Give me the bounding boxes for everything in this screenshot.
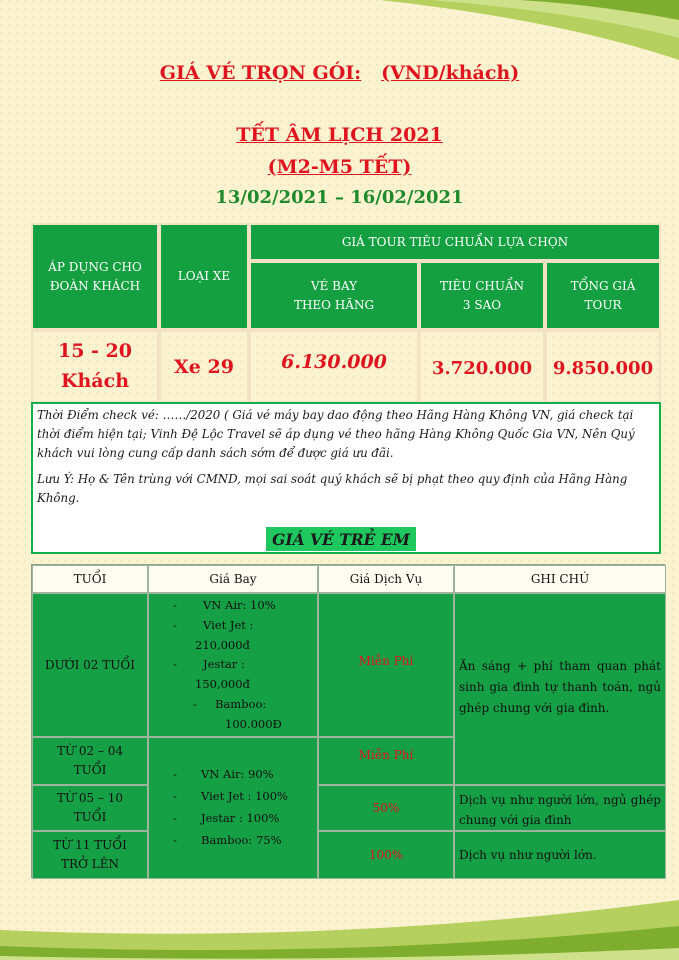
header-total-line1: TỔNG GIÁ [570,278,636,293]
header-airfare [249,261,419,330]
age-5-to-10-note: Dịch vụ như người lớn, ngủ ghép chung với gia đình [454,785,666,831]
title-suffix: (VND/khách) [381,62,520,84]
row-vehicle-value: Xe 29 [174,355,234,378]
header-airfare-line2: THEO HÃNG [293,297,375,312]
under-2-note: Ăn sáng + phí tham quan phát sinh gia đình tự thanh toán, ngủ ghép chung với gia đình. [454,593,666,785]
header-standard-price [249,223,661,261]
age-11-plus-service-value: 100% [368,848,404,862]
row-airfare-value: 6.130.000 [281,350,387,373]
top-leaf-decoration [0,0,679,70]
fare-vnair: VN Air: 10% [203,598,276,612]
age-under-2 [32,593,148,737]
fare-bullet: - [193,696,197,711]
row-hotel-value: 3.720.000 [431,358,533,379]
package-price-title [0,62,679,84]
header-airfare-line1: VÉ BAY [310,278,358,293]
header-total-line2: TOUR [584,297,622,312]
header-group-label: ÁP DỤNG CHO ĐOÀN KHÁCH [48,259,142,293]
age-11-plus-note-text: Dịch vụ như người lớn. [459,848,597,862]
older-fare-vietjet: Viet Jet : 100% [201,788,288,803]
age-5-to-10-service-value: 50% [372,801,400,815]
age-11-plus-note [454,831,666,879]
fare-bullet: - [173,617,177,632]
header-vehicle [159,223,249,330]
date-range: 13/02/2021 – 16/02/2021 [215,187,464,208]
event-subtitle: (M2-M5 TẾT) [267,156,412,178]
header-total [545,261,661,330]
header-hotel [419,261,545,330]
age-2-to-4-service [318,737,454,785]
row-hotel [419,330,545,403]
age-5-to-10 [32,785,148,831]
older-fares: - VN Air: 90% - Viet Jet : 100% - Jestar : 100% - Bamboo: 75% [148,737,318,879]
header-vehicle-label: LOẠI XE [177,269,231,284]
fare-bullet: - [173,657,177,672]
age-11-plus [32,831,148,879]
age-2-to-4 [32,737,148,785]
row-group-line2: Khách [60,369,130,392]
age-2-to-4-line2: TUỔI [73,763,107,777]
children-price-table [31,564,665,878]
row-group [31,330,159,403]
bottom-leaf-decoration [0,890,679,960]
row-group-line1: 15 - 20 [58,340,132,363]
age-under-2-label: DƯỚI 02 TUỔI [45,658,135,672]
under-2-service [318,593,454,737]
child-header-airfare: Giá Bay [148,565,318,593]
age-5-to-10-line1: TỪ 05 – 10 [56,790,124,805]
header-hotel-line2: 3 SAO [462,297,502,312]
child-header-service: Giá Dịch Vụ [318,565,454,593]
check-time-note: Thời Điểm check vé: ……/2020 ( Giá vé máy bay dao động theo Hãng Hàng Không VN, giá check tại thời điểm hiện tại; Vinh Đệ Lộc Travel sẽ áp dụng vé theo hãng Hàng Không Quốc Gia VN, Nên Quý khách vui lòng cung cấp danh sách sớm để được giá ưu đãi. [37,408,635,461]
older-fare-bamboo: Bamboo: 75% [201,832,282,847]
header-standard-price-label: GIÁ TOUR TIÊU CHUẨN LỰA CHỌN [341,234,569,249]
name-warning-note: Lưu Ý: Họ & Tên trùng với CMND, mọi sai soát quý khách sẽ bị phạt theo quy định của Hãng Hàng Không. [37,472,628,506]
older-fare-jestar: Jestar : 100% [201,810,280,825]
row-total-value: 9.850.000 [552,358,654,379]
fare-bamboo: Bamboo: [215,696,267,711]
title-prefix: GIÁ VÉ TRỌN GÓI: [159,62,362,84]
under-2-service-value: Miễn Phí [358,654,414,668]
fare-bullet: - [173,598,177,612]
fare-jestar: Jestar : [203,657,245,672]
age-11-plus-line1: TỪ 11 TUỔI [53,837,127,852]
age-5-to-10-line2: TUỔI [73,810,107,824]
child-header-age: TUỔI [32,565,148,593]
older-fare-vnair: VN Air: 90% [201,767,274,781]
age-2-to-4-service-value: Miễn Phí [358,748,414,762]
event-title: TẾT ÂM LỊCH 2021 [236,124,443,146]
row-vehicle [159,330,249,403]
age-11-plus-service [318,831,454,879]
header-group [31,223,159,330]
price-table [31,223,661,403]
fare-vietjet-value: 210,000đ [195,637,250,652]
header-hotel-line1: TIÊU CHUẨN [439,278,525,293]
child-header-note: GHI CHÚ [454,565,666,593]
fare-vietjet: Viet Jet : [203,617,254,632]
age-2-to-4-line1: TỪ 02 – 04 [56,743,124,758]
fare-jestar-value: 150,000đ [195,677,250,692]
age-5-to-10-service [318,785,454,831]
row-airfare [249,330,419,403]
age-11-plus-line2: TRỞ LÊN [61,857,119,871]
children-price-title: GIÁ VÉ TRẺ EM [266,527,416,551]
under-2-fares [148,593,318,737]
fare-bamboo-value: 100.000Đ [225,716,282,731]
row-total [545,330,661,403]
